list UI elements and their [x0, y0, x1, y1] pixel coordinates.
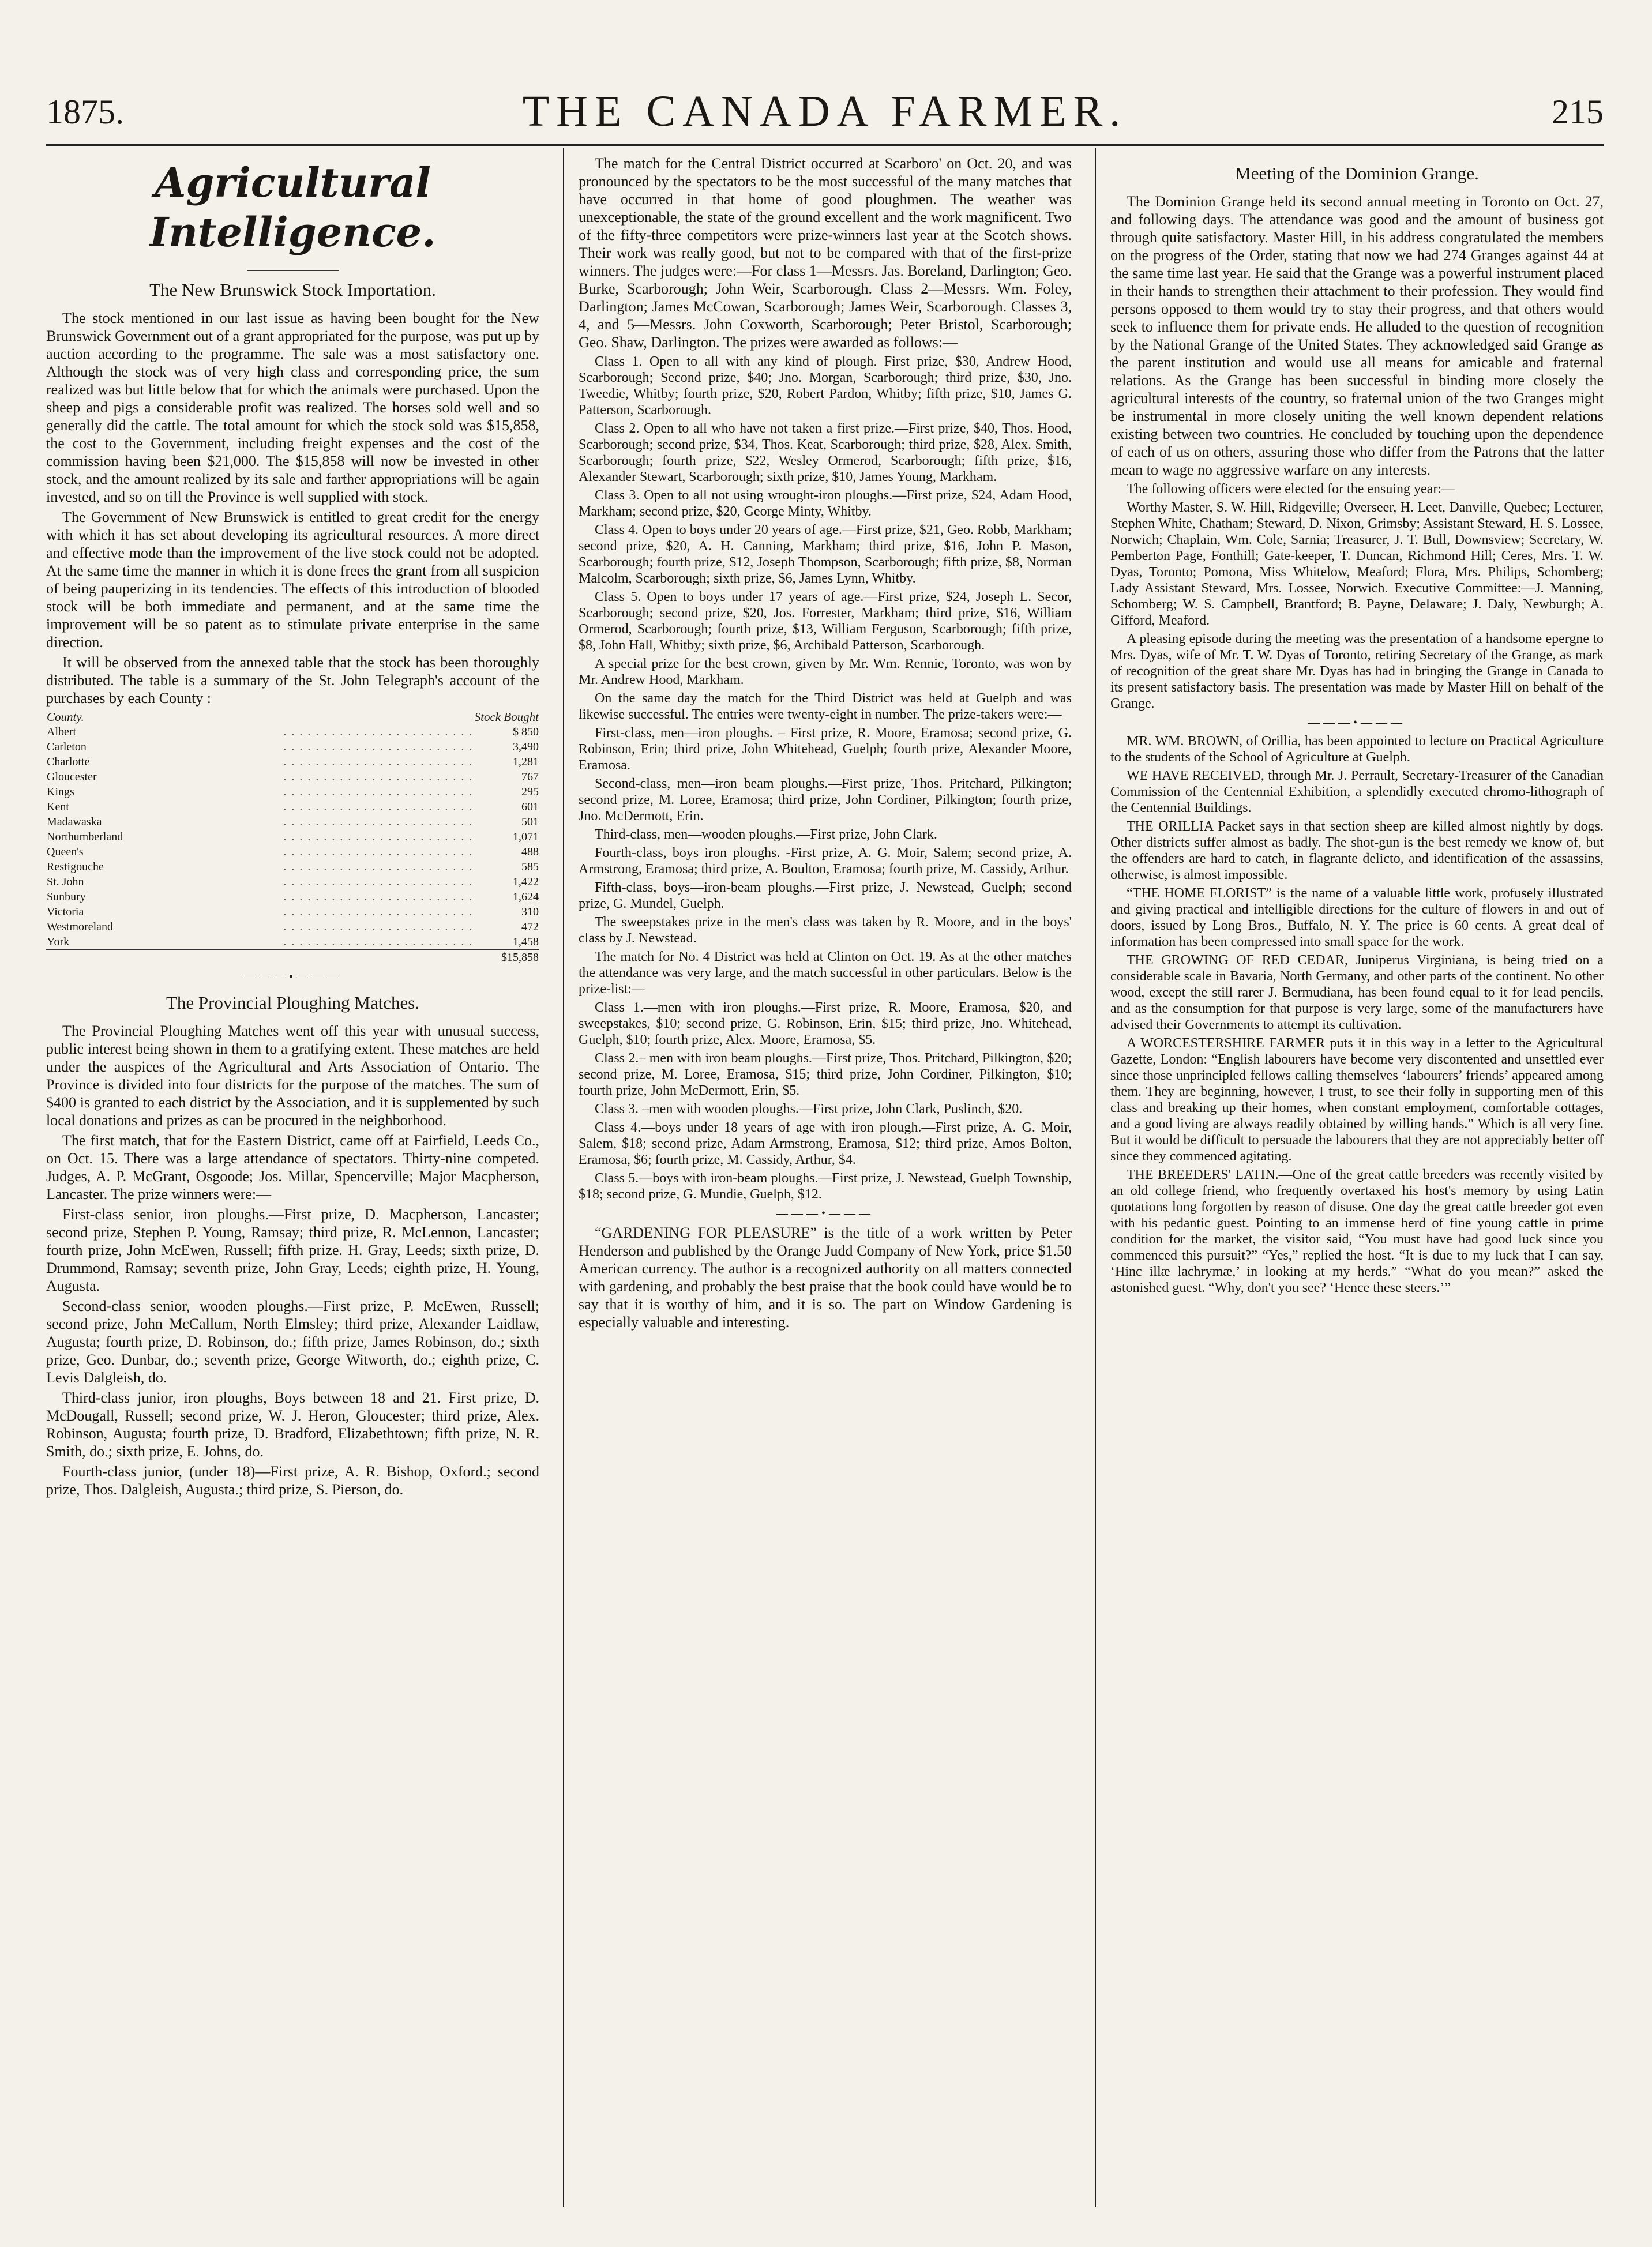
district-4-class-4: Class 4.—boys under 18 years of age with iron plough.—First prize, A. G. Moir, Salem, $18; second prize, Adam Armstrong, Eramosa, $12; third prize, Amos Bolton, Eramosa, $6; fourth prize, M. Cassidy, Arthur, $4.	[579, 1120, 1072, 1167]
county-value: 1,624	[513, 890, 539, 903]
district-4-class-5: Class 5.—boys with iron-beam ploughs.—First prize, J. Newstead, Guelph Township, $18; second prize, G. Mundie, Guelph, $12.	[579, 1171, 1072, 1202]
gardening-notice: “GARDENING FOR PLEASURE” is the title of a work written by Peter Henderson and published by the Orange Judd Company of New York, price $1.50 American currency. The author is a recognized authority on all matters connected with gardening, and probably the best praise that the book could have would be to say that it is worthy of him, and it is so. The part on Window Gardening is especially valuable and interesting.	[579, 1224, 1072, 1331]
county-value: 295	[521, 786, 539, 798]
divider	[247, 270, 339, 271]
table-row	[46, 919, 539, 934]
special-prize: A special prize for the best crown, given by Mr. Wm. Rennie, Toronto, was won by Mr. Andrew Hood, Markham.	[579, 656, 1072, 687]
leader-dots: . . . . . . . . . . . . . . . . . . . . . . . .	[283, 935, 474, 948]
masthead	[46, 87, 1604, 138]
leader-dots: . . . . . . . . . . . . . . . . . . . . . . . .	[283, 905, 474, 918]
note-brown: MR. WM. BROWN, of Orillia, has been appointed to lecture on Practical Agriculture to the students of the School of Agriculture at Guelph.	[1110, 734, 1604, 765]
county-value: 501	[521, 816, 539, 828]
leader-dots: . . . . . . . . . . . . . . . . . . . . . . . .	[283, 741, 474, 753]
county-value: 472	[521, 920, 539, 933]
leader-dots: . . . . . . . . . . . . . . . . . . . . . . . .	[283, 846, 474, 858]
county-value: 1,458	[513, 935, 539, 948]
leader-dots: . . . . . . . . . . . . . . . . . . . . . . . .	[283, 771, 474, 783]
county-name: Westmoreland	[47, 920, 114, 933]
county-name: Madawaska	[47, 816, 102, 828]
grange-paragraph-2: The following officers were elected for the ensuing year:—	[1127, 482, 1455, 497]
note-worcestershire: A WORCESTERSHIRE FARMER puts it in this way in a letter to the Agricultural Gazette, London: “English labourers have become very discontented and unsettled ever since those unprincipled fellows calling themselves ‘labourers’ friends’ appeared among them. They are beginning, however, I trust, to see their folly in supporting men of this class and breaking up their homes, when constant employment, comfortable cottages, and a good living are always readily obtained by willing hands.” Which is all very fine. But it would be difficult to persuade the labourers that they are not appreciably better off since they commenced agitating.	[1110, 1036, 1604, 1164]
county-value: 310	[521, 905, 539, 918]
leader-dots: . . . . . . . . . . . . . . . . . . . . . . . .	[283, 920, 474, 933]
prize-class-1: Class 1. Open to all with any kind of plough. First prize, $30, Andrew Hood, Scarborough; Second prize, $40; Jno. Morgan, Scarborough; third prize, $30, Jno. Tweedie, Whitby; fourth prize, $20, Robert Pardon, Whitby; fifth prize, $10, James G. Patterson, Scarborough.	[579, 354, 1072, 418]
divider: ———•———	[1308, 716, 1406, 729]
prize-class-3: Class 3. Open to all not using wrought-iron ploughs.—First prize, $24, Adam Hood, Markham; second prize, $20, George Minty, Whitby.	[579, 488, 1072, 519]
ploughing-paragraph-1: The Provincial Ploughing Matches went off this year with unusual success, public interest being shown in them to a gratifying extent. These matches are held under the auspices of the Agricultural and Arts Association of Ontario. The Province is divided into four districts for the purpose of the matches. The sum of $400 is granted to each district by the Association, and it is supplemented by such local donations and prizes as can be procured in the neighborhood.	[46, 1023, 539, 1129]
sweepstakes: The sweepstakes prize in the men's class was taken by R. Moore, and in the boys' class by J. Newstead.	[579, 915, 1072, 946]
table-row	[46, 754, 539, 769]
county-value: 1,422	[513, 875, 539, 888]
ploughing-paragraph-4: Second-class senior, wooden ploughs.—First prize, P. McEwen, Russell; second prize, John McCallum, North Elmsley; third prize, Alexander Laidlaw, Augusta; fourth prize, D. Robinson, do.; fifth prize, James Robinson, do.; sixth prize, Geo. Dunbar, do.; seventh prize, George Witworth, do.; eighth prize, C. Levis Dalgleish, do.	[46, 1298, 539, 1386]
table-total: $15,858	[474, 950, 539, 965]
newspaper-title: THE CANADA FARMER.	[522, 87, 1128, 136]
column-2	[579, 155, 1072, 1333]
third-district-intro: On the same day the match for the Third District was held at Guelph and was likewise successful. The entries were twenty-eight in number. The prize-takers were:—	[579, 691, 1072, 722]
note-breeders-latin: THE BREEDERS' LATIN.—One of the great cattle breeders was recently visited by an old college friend, who frequently overtaxed his host's memory by using Latin quotations long forgotten by reason of disuse. One day the great cattle breeder got even with his pedantic guest. Pointing to an immense herd of fine young cattle in prime condition for the market, the visitor said, “You must have had good luck since you commenced this pursuit?” “Yes,” replied the host. “It is due to my luck that I can say, ‘Hinc illæ lachrymæ,’ in looking at my herds.” “What do you mean?” asked the astonished guest. “Why, don't you see? ‘Hence these steers.’”	[1110, 1167, 1604, 1295]
county-name: Carleton	[47, 741, 87, 753]
table-row	[46, 934, 539, 950]
district-4-class-1: Class 1.—men with iron ploughs.—First prize, R. Moore, Eramosa, $20, and sweepstakes, $10; second prize, G. Robinson, Erin, $15; third prize, Jno. Whitehead, Guelph, $10; fourth prize, Alex. Moore, Eramosa, $5.	[579, 1000, 1072, 1047]
table-row	[46, 724, 539, 739]
county-value: 1,071	[513, 831, 539, 843]
nb-paragraph-2: The Government of New Brunswick is entitled to great credit for the energy with which it has set about developing its agricultural resources. A more direct and effective mode than the improvement of the live stock could not be adopted. At the same time the manner in which it is done frees the grant from all suspicion of being pauperizing in its tendencies. The effects of this introduction of blooded stock will be both immediate and permanent, and at the same time the improvement will be so patent as to stimulate private enterprise in the same direction.	[46, 509, 539, 651]
county-value: 601	[521, 801, 539, 813]
county-name: Northumberland	[47, 831, 123, 843]
leader-dots: . . . . . . . . . . . . . . . . . . . . . . . .	[283, 756, 474, 768]
county-name: Victoria	[47, 905, 84, 918]
article-heading-nb-stock: The New Brunswick Stock Importation.	[149, 280, 436, 300]
county-name: St. John	[47, 875, 84, 888]
ploughing-paragraph-3: First-class senior, iron ploughs.—First prize, D. Macpherson, Lancaster; second prize, Stephen P. Young, Ramsay; third prize, R. McLennon, Lancaster; fourth prize, John McEwen, Russell; fifth prize. H. Gray, Leeds; sixth prize, D. Drummond, Ramsay; seventh prize, John Gray, Leeds; eighth prize, H. Young, Augusta.	[46, 1206, 539, 1294]
third-district-second-class: Second-class, men—iron beam ploughs.—First prize, Thos. Pritchard, Pilkington; second prize, M. Loree, Eramosa; third prize, John Cordiner, Pilkington; fourth prize, Jno. McDermott, Erin.	[579, 776, 1072, 824]
ploughing-paragraph-2: The first match, that for the Eastern District, came off at Fairfield, Leeds Co., on Oct. 15. There was a large attendance of spectators. Thirty-nine competed. Judges, A. P. McGrant, Osgoode; Jos. Millar, Spencerville; Major Macpherson, Lancaster. The prize winners were:—	[46, 1132, 539, 1203]
table-row	[46, 769, 539, 784]
nb-paragraph-1: The stock mentioned in our last issue as having been bought for the New Brunswick Government out of a grant appropriated for the purpose, was put up by auction according to the programme. The sale was a most satisfactory one. Although the stock was of very high class and corresponding price, the sum realized was but little below that for which the animals were purchased. Upon the sheep and pigs a considerable profit was realized. The horses sold well and so generally did the cattle. The total amount for which the stock sold was $15,858, the cost to the Government, including freight expenses and the cost of the commission having been $21,000. The $15,858 will now be invested in other stock, and the amount realized by its sale and farther appropriations will be again invested, and so on till the Province is well supplied with stock.	[46, 310, 539, 505]
county-name: Albert	[47, 726, 77, 738]
column-rule-2	[1095, 148, 1096, 2207]
county-name: Kings	[47, 786, 74, 798]
county-value: 3,490	[513, 741, 539, 753]
county-value: 585	[521, 861, 539, 873]
third-district-first-class: First-class, men—iron ploughs. – First prize, R. Moore, Eramosa; second prize, G. Robinson, Erin; third prize, John Whitehead, Guelph; fourth prize, Alexander Moore, Eramosa.	[579, 726, 1072, 773]
county-name: Kent	[47, 801, 69, 813]
leader-dots: . . . . . . . . . . . . . . . . . . . . . . . .	[283, 801, 474, 813]
third-district-fifth-class: Fifth-class, boys—iron-beam ploughs.—First prize, J. Newstead, Guelph; second prize, G. Mundel, Guelph.	[579, 880, 1072, 911]
table-header-stock: Stock Bought	[474, 710, 539, 724]
leader-dots: . . . . . . . . . . . . . . . . . . . . . . . .	[283, 726, 474, 738]
county-value: 488	[521, 846, 539, 858]
county-name: York	[47, 935, 70, 948]
table-row	[46, 904, 539, 919]
district-4-intro: The match for No. 4 District was held at Clinton on Oct. 19. As at the other matches the attendance was very large, and the match successful in other particulars. Below is the prize-list:—	[579, 949, 1072, 997]
district-4-class-3: Class 3. –men with wooden ploughs.—First prize, John Clark, Puslinch, $20.	[595, 1102, 1023, 1117]
table-row	[46, 859, 539, 874]
table-row	[46, 799, 539, 814]
prize-class-5: Class 5. Open to boys under 17 years of age.—First prize, $24, Joseph L. Secor, Scarborough; second prize, $20, Jos. Forrester, Markham; third prize, $16, William Ormerod, Scarborough; fourth prize, $13, William Ferguson, Scarborough; fifth prize, $8, John Hall, Whitby; sixth prize, $6, Archibald Patterson, Scarborough.	[579, 589, 1072, 653]
note-red-cedar: THE GROWING OF RED CEDAR, Juniperus Virginiana, is being tried on a considerable scale in Bavaria, North Germany, and other parts of the continent. No other wood, except the still rarer J. Bermudiana, has been found equal to it for lead pencils, and as the consumption for that purpose is very large, some of the manufacturers have advised their Governments to attempt its cultivation.	[1110, 953, 1604, 1032]
district-4-class-2: Class 2.– men with iron beam ploughs.—First prize, Thos. Pritchard, Pilkington, $20; second prize, M. Loree, Eramosa, $15; third prize, John Cordiner, Pilkington, $10; fourth prize, John McDermott, Erin, $5.	[579, 1051, 1072, 1098]
third-district-third-class: Third-class, men—wooden ploughs.—First prize, John Clark.	[595, 827, 937, 842]
table-row	[46, 889, 539, 904]
table-row	[46, 739, 539, 754]
ploughing-paragraph-6: Fourth-class junior, (under 18)—First prize, A. R. Bishop, Oxford.; second prize, Thos. Dalgleish, Augusta.; third prize, S. Pierson, do.	[46, 1463, 539, 1498]
article-heading-grange: Meeting of the Dominion Grange.	[1235, 163, 1479, 183]
table-row	[46, 829, 539, 844]
county-name: Charlotte	[47, 756, 90, 768]
county-stock-table	[46, 709, 539, 965]
county-value: 1,281	[513, 756, 539, 768]
ploughing-paragraph-5: Third-class junior, iron ploughs, Boys between 18 and 21. First prize, D. McDougall, Russell; second prize, W. J. Heron, Gloucester; third prize, Alex. Robinson, Augusta; fourth prize, D. Bradford, Elizabethtown; fifth prize, N. R. Smith, do.; sixth prize, E. Johns, do.	[46, 1389, 539, 1460]
leader-dots: . . . . . . . . . . . . . . . . . . . . . . . .	[283, 861, 474, 873]
issue-year: 1875.	[46, 93, 124, 131]
divider: ———•———	[243, 971, 341, 983]
prize-class-2: Class 2. Open to all who have not taken a first prize.—First prize, $40, Thos. Hood, Scarborough; second prize, $34, Thos. Keat, Scarborough; third prize, $28, Alex. Smith, Scarborough; fourth prize, $22, Wesley Ormerod, Scarborough; fifth prize, $16, Alexander Stewart, Scarborough; sixth prize, $10, James Young, Markham.	[579, 421, 1072, 484]
county-name: Restigouche	[47, 861, 104, 873]
column-3	[1110, 155, 1604, 1298]
note-orillia-packet: THE ORILLIA Packet says in that section sheep are killed almost nightly by dogs. Other districts suffer almost as badly. The shot-gun is the best remedy we know of, but the offenders are hard to catch, in flagrante delicto, and identification of the assassins, otherwise, is almost impossible.	[1110, 819, 1604, 882]
divider: ———•———	[776, 1207, 874, 1220]
third-district-fourth-class: Fourth-class, boys iron ploughs. -First prize, A. G. Moir, Salem; second prize, A. Armstrong, Eramosa; third prize, A. Boulton, Eramosa; fourth prize, M. Cassidy, Arthur.	[579, 846, 1072, 877]
department-heading: Agricultural Intelligence.	[149, 159, 436, 256]
table-row	[46, 814, 539, 829]
masthead-rule	[46, 144, 1604, 146]
table-row	[46, 874, 539, 889]
county-name: Queen's	[47, 846, 84, 858]
leader-dots: . . . . . . . . . . . . . . . . . . . . . . . .	[283, 890, 474, 903]
column-1	[46, 155, 539, 1501]
leader-dots: . . . . . . . . . . . . . . . . . . . . . . . .	[283, 816, 474, 828]
grange-officers: Worthy Master, S. W. Hill, Ridgeville; Overseer, H. Leet, Danville, Quebec; Lecturer, Stephen White, Chatham; Steward, D. Nixon, Grimsby; Assistant Steward, H. S. Lossee, Norwich; Chaplain, Wm. Cole, Sarnia; Treasurer, J. T. Bull, Downsview; Secretary, W. Pemberton Page, Fonthill; Gate-keeper, T. Duncan, Richmond Hill; Ceres, Mrs. T. W. Dyas, Toronto; Pomona, Miss Whitelow, Meaford; Flora, Mrs. Philips, Schomberg; Lady Assistant Steward, Mrs. Lossee, Norwich. Executive Committee:—J. Manning, Schomberg; W. S. Campbell, Brantford; B. Payne, Delaware; J. Daly, Newburgh; A. Gifford, Meaford.	[1110, 500, 1604, 628]
page-number: 215	[1552, 93, 1604, 131]
table-row	[46, 844, 539, 859]
column-rule-1	[563, 148, 564, 2207]
prize-class-4: Class 4. Open to boys under 20 years of age.—First prize, $21, Geo. Robb, Markham; second prize, $20, A. H. Canning, Markham; third prize, $16, John P. Mason, Scarborough; fourth prize, $12, Joseph Thompson, Scarborough; fifth prize, $8, Norman Malcolm, Scarborough; sixth prize, $6, James Lynn, Whitby.	[579, 523, 1072, 586]
table-row	[46, 784, 539, 799]
leader-dots: . . . . . . . . . . . . . . . . . . . . . . . .	[283, 875, 474, 888]
article-heading-ploughing: The Provincial Ploughing Matches.	[166, 993, 420, 1013]
table-header-county: County.	[47, 710, 84, 724]
leader-dots: . . . . . . . . . . . . . . . . . . . . . . . .	[283, 831, 474, 843]
grange-presentation: A pleasing episode during the meeting was the presentation of a handsome epergne to Mrs. Dyas, wife of Mr. T. W. Dyas of Toronto, retiring Secretary of the Grange, as mark of recognition of the great share Mr. Dyas has had in bringing the Grange in Canada to its present satisfactory basis. The presentation was made by Master Hill on behalf of the Grange.	[1110, 632, 1604, 711]
note-home-florist: “THE HOME FLORIST” is the name of a valuable little work, profusely illustrated and giving practical and intelligible directions for the culture of flowers in and out of doors, issued by Long Bros., Buffalo, N. Y. The price is 60 cents. A great deal of information has been compressed into small space for the work.	[1110, 886, 1604, 949]
nb-paragraph-3: It will be observed from the annexed table that the stock has been thoroughly distributed. The table is a summary of the St. John Telegraph's account of the purchases by each County :	[46, 654, 539, 707]
central-district-paragraph: The match for the Central District occurred at Scarboro' on Oct. 20, and was pronounced by the spectators to be the most successful of the many matches that have occurred in that home of good ploughmen. The weather was unexceptionable, the state of the ground excellent and the work magnificent. Two of the fifty-three competitors were prize-winners last year at the Scotch shows. Their work was really good, but not to be compared with that of the first-prize winners. The judges were:—For class 1—Messrs. Jas. Boreland, Darlington; Geo. Burke, Scarborough; John Weir, Scarborough. Class 2—Messrs. Wm. Foley, Darlington; James McCowan, Scarborough; James Weir, Scarborough. Classes 3, 4, and 5—Messrs. John Coxworth, Scarborough; Peter Bristol, Scarborough; Geo. Shaw, Darlington. The prizes were awarded as follows:—	[579, 155, 1072, 351]
note-perrault: WE HAVE RECEIVED, through Mr. J. Perrault, Secretary-Treasurer of the Canadian Commission of the Centennial Exhibition, a splendidly executed chromo-lithograph of the Centennial Buildings.	[1110, 768, 1604, 816]
county-name: Gloucester	[47, 771, 97, 783]
leader-dots: . . . . . . . . . . . . . . . . . . . . . . . .	[283, 786, 474, 798]
grange-paragraph-1: The Dominion Grange held its second annual meeting in Toronto on Oct. 27, and following days. The attendance was good and the amount of business got through quite satisfactory. Master Hill, in his address congratulated the members on the progress of the Order, stating that now we had 274 Granges against 44 at the same time last year. He said that the Grange was a powerful instrument placed in their hands to strengthen their attachment to their profession. They would find persons opposed to them would try to stay their progress, and that others would seek to influence them for private ends. He alluded to the question of recognition by the National Grange of the United States. They acknowledged said Grange as the parent institution and would use all means for amicable and fraternal relations. As the Grange has been successful in binding more closely the agricultural interests of the country, so fraternal union of the two Granges might be instrumental in more closely uniting the well known dependent relations existing between two countries. He concluded by touching upon the dependence of each of us on others, assuring those who differ from the Patrons that the latter mean to wage no aggressive warfare on any interests.	[1110, 193, 1604, 478]
county-value: 767	[521, 771, 539, 783]
county-name: Sunbury	[47, 890, 86, 903]
county-value: $ 850	[513, 726, 539, 738]
